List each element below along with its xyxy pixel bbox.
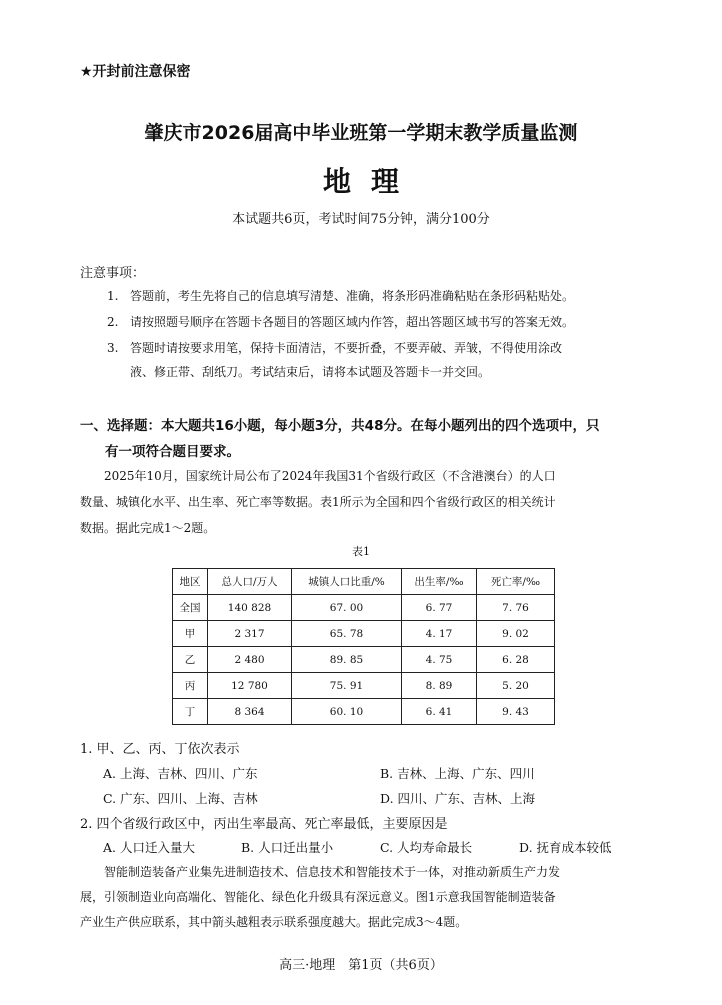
table-cell: 9. 02 xyxy=(477,621,555,647)
table-cell: 60. 10 xyxy=(292,699,402,725)
passage-line-3: 产业生产供应联系，其中箭头越粗表示联系强度越大。据此完成3～4题。 xyxy=(80,915,468,929)
table-cell: 4. 75 xyxy=(402,647,477,673)
table-cell: 67. 00 xyxy=(292,595,402,621)
intro-paragraph-line-1: 2025年10月，国家统计局公布了2024年我国31个省级行政区（不含港澳台）的人口 xyxy=(104,469,556,483)
exam-info: 本试题共6页，考试时间75分钟，满分100分 xyxy=(232,212,490,227)
table-header-row xyxy=(173,569,555,595)
table-cell: 89. 85 xyxy=(292,647,402,673)
table-cell: 全国 xyxy=(173,595,208,621)
table-cell: 8. 89 xyxy=(402,673,477,699)
table-cell: 丁 xyxy=(173,699,208,725)
question-2-option-d[interactable]: D. 抚育成本较低 xyxy=(519,840,612,855)
table-cell: 甲 xyxy=(173,621,208,647)
passage-line-2: 展，引领制造业向高端化、智能化、绿色化升级具有深远意义。图1示意我国智能制造装备 xyxy=(80,890,556,904)
notice-item-1-text: 答题前，考生先将自己的信息填写清楚、准确，将条形码准确粘贴在条形码粘贴处。 xyxy=(130,289,575,303)
table-cell: 丙 xyxy=(173,673,208,699)
table-cell: 140 828 xyxy=(208,595,292,621)
question-1-option-c[interactable]: C. 广东、四川、上海、吉林 xyxy=(103,791,258,806)
table-cell: 75. 91 xyxy=(292,673,402,699)
question-2-stem: 2. 四个省级行政区中，丙出生率最高、死亡率最低，主要原因是 xyxy=(80,817,448,832)
table-cell: 12 780 xyxy=(208,673,292,699)
question-2-option-c[interactable]: C. 人均寿命最长 xyxy=(380,840,473,855)
table-cell: 5. 20 xyxy=(477,673,555,699)
table-cell: 7. 76 xyxy=(477,595,555,621)
question-1-option-b[interactable]: B. 吉林、上海、广东、四川 xyxy=(380,766,535,781)
table-cell: 6. 28 xyxy=(477,647,555,673)
page-footer: 高三·地理 第1页（共6页） xyxy=(279,958,443,973)
table-cell: 2 317 xyxy=(208,621,292,647)
table-row xyxy=(173,647,555,673)
confidential-label: ★开封前注意保密 xyxy=(80,64,191,80)
passage-line-1: 智能制造装备产业集先进制造技术、信息技术和智能技术于一体，对推动新质生产力发 xyxy=(104,865,561,879)
table-cell: 6. 41 xyxy=(402,699,477,725)
table-header-cell: 城镇人口比重/% xyxy=(292,569,402,595)
question-1-option-a[interactable]: A. 上海、吉林、四川、广东 xyxy=(103,766,258,781)
table-cell: 65. 78 xyxy=(292,621,402,647)
table-cell: 2 480 xyxy=(208,647,292,673)
table-header-cell: 总人口/万人 xyxy=(208,569,292,595)
table-cell: 8 364 xyxy=(208,699,292,725)
question-1-option-d[interactable]: D. 四川、广东、吉林、上海 xyxy=(380,791,536,806)
question-2-option-a[interactable]: A. 人口迁入量大 xyxy=(103,840,195,855)
notice-item-3-text-line-1: 答题时请按要求用笔，保持卡面清洁，不要折叠，不要弄破、弄皱，不得使用涂改 xyxy=(130,341,563,355)
notice-item-3-number: 3. xyxy=(107,341,119,355)
table-row xyxy=(173,621,555,647)
table-cell: 乙 xyxy=(173,647,208,673)
notice-item-2-text: 请按照题号顺序在答题卡各题目的答题区域内作答，超出答题区域书写的答案无效。 xyxy=(130,315,575,329)
section-heading-continued: 有一项符合题目要求。 xyxy=(105,444,240,460)
notice-item-2-number: 2. xyxy=(107,315,119,329)
intro-paragraph-line-3: 数据。据此完成1～2题。 xyxy=(80,521,216,535)
table-row xyxy=(173,699,555,725)
table-header-cell: 出生率/‰ xyxy=(402,569,477,595)
table-caption: 表1 xyxy=(352,545,370,558)
question-1-stem: 1. 甲、乙、丙、丁依次表示 xyxy=(80,742,240,757)
question-2-option-b[interactable]: B. 人口迁出量小 xyxy=(241,840,334,855)
notice-item-3-text-line-2: 液、修正带、刮纸刀。考试结束后，请将本试题及答题卡一并交回。 xyxy=(130,365,491,379)
notice-item-1-number: 1. xyxy=(107,289,119,303)
table-row xyxy=(173,595,555,621)
intro-paragraph-line-2: 数量、城镇化水平、出生率、死亡率等数据。表1所示为全国和四个省级行政区的相关统计 xyxy=(80,495,556,509)
table-header-cell: 地区 xyxy=(173,569,208,595)
notice-heading: 注意事项： xyxy=(80,266,146,281)
table-header-cell: 死亡率/‰ xyxy=(477,569,555,595)
table-row xyxy=(173,673,555,699)
table-cell: 6. 77 xyxy=(402,595,477,621)
table-cell: 4. 17 xyxy=(402,621,477,647)
table-cell: 9. 43 xyxy=(477,699,555,725)
section-heading: 一、选择题：本大题共16小题，每小题3分，共48分。在每小题列出的四个选项中，只 xyxy=(80,418,600,434)
exam-title: 肇庆市2026届高中毕业班第一学期末教学质量监测 xyxy=(144,122,578,144)
subject-title: 地理 xyxy=(322,165,419,198)
statistics-table xyxy=(172,568,555,725)
